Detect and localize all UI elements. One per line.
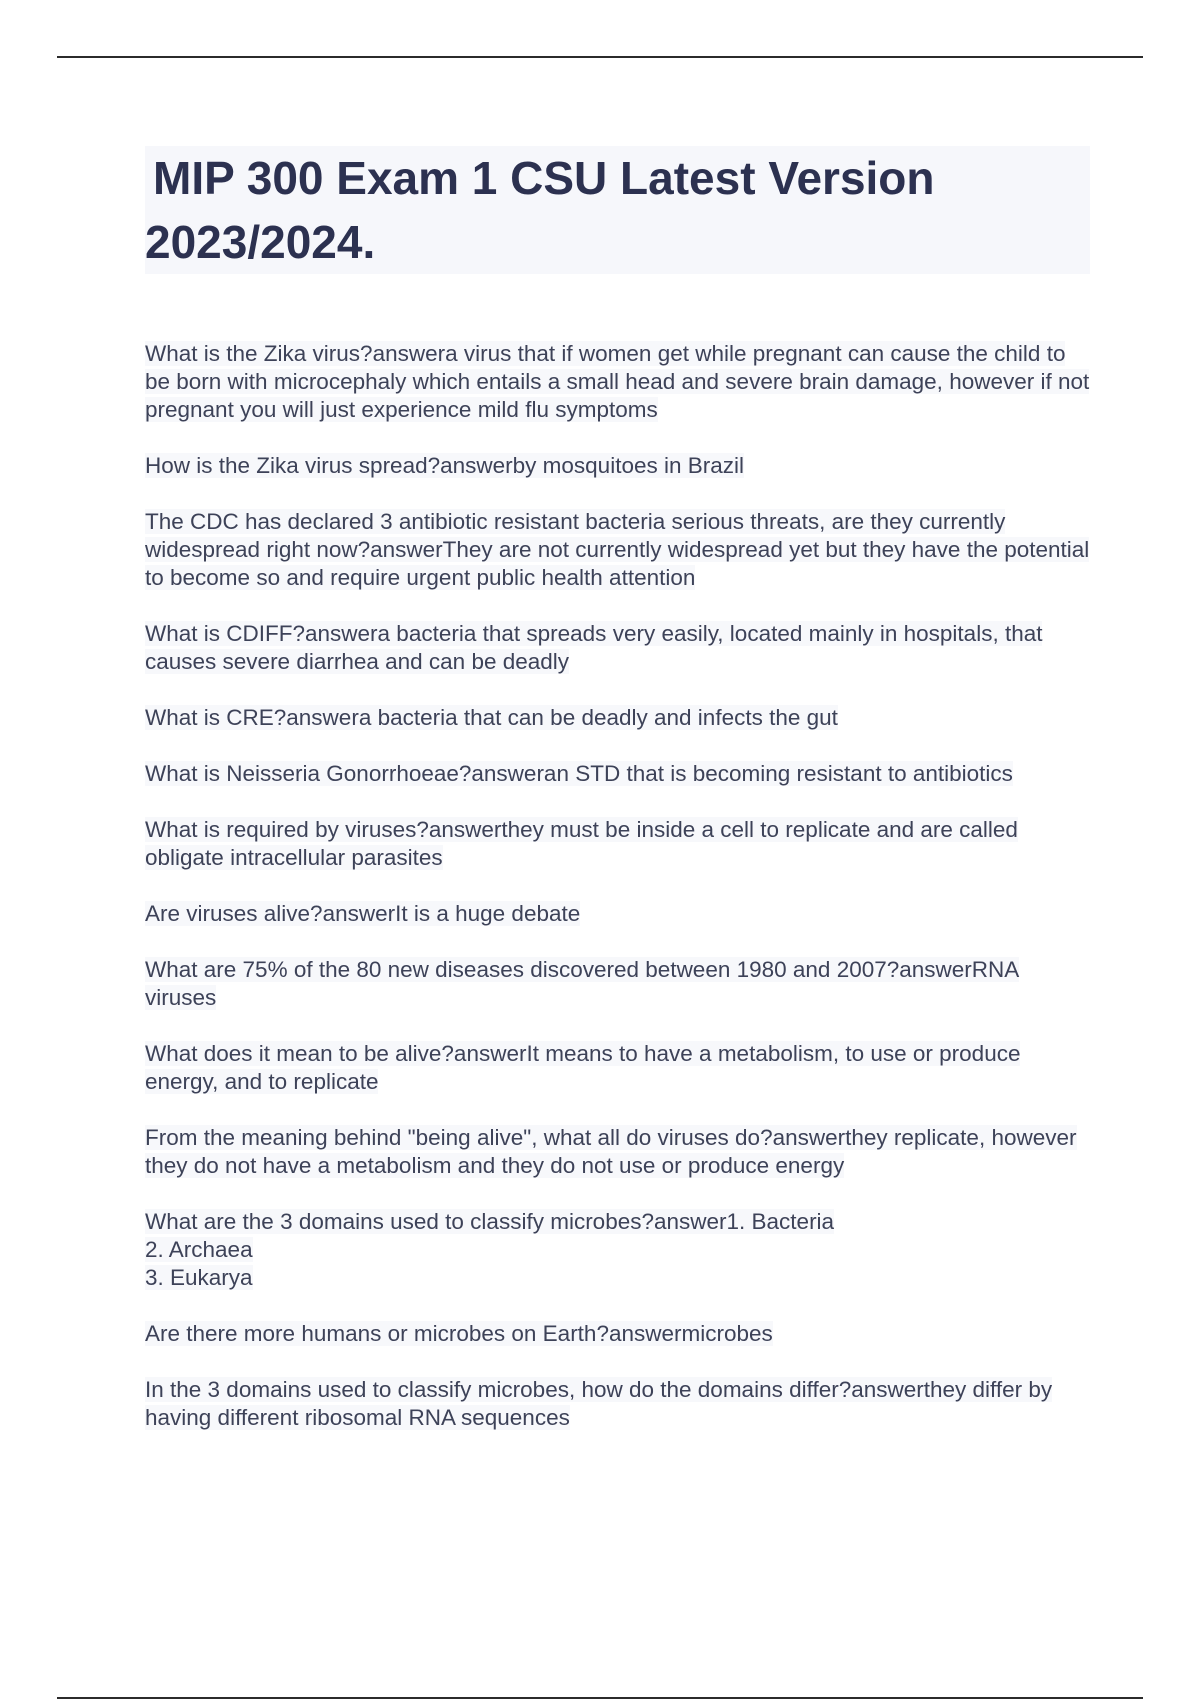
qa-text: Are viruses alive?answerIt is a huge debate bbox=[145, 901, 581, 926]
qa-text: What is CRE?answera bacteria that can be deadly and infects the gut bbox=[145, 705, 838, 730]
qa-item bbox=[145, 816, 1090, 872]
qa-item bbox=[145, 1040, 1090, 1096]
title-block bbox=[145, 146, 1090, 274]
qa-text: How is the Zika virus spread?answerby mosquitoes in Brazil bbox=[145, 453, 744, 478]
qa-text: What is the Zika virus?answera virus that if women get while pregnant can cause the child to be born with microcephaly which entails a small head and severe brain damage, however if not pregnant you will just experience mild flu symptoms bbox=[145, 341, 1090, 422]
qa-text: What are 75% of the 80 new diseases discovered between 1980 and 2007?answerRNA viruses bbox=[145, 957, 1020, 1010]
qa-item bbox=[145, 1320, 1090, 1348]
document-body bbox=[145, 146, 1090, 1460]
qa-text: In the 3 domains used to classify microbes, how do the domains differ?answerthey differ by having different ribosomal RNA sequences bbox=[145, 1377, 1053, 1430]
qa-list bbox=[145, 340, 1090, 1432]
qa-item bbox=[145, 704, 1090, 732]
qa-item bbox=[145, 620, 1090, 676]
qa-item bbox=[145, 956, 1090, 1012]
qa-item bbox=[145, 452, 1090, 480]
qa-item bbox=[145, 760, 1090, 788]
bottom-divider bbox=[57, 1697, 1143, 1699]
qa-text: What are the 3 domains used to classify microbes?answer1. Bacteria 2. Archaea 3. Eukarya bbox=[145, 1209, 835, 1290]
qa-text: What is Neisseria Gonorrhoeae?answeran STD that is becoming resistant to antibiotics bbox=[145, 761, 1013, 786]
qa-item bbox=[145, 1376, 1090, 1432]
document-title: MIP 300 Exam 1 CSU Latest Version 2023/2024. bbox=[145, 152, 935, 268]
qa-text: From the meaning behind "being alive", what all do viruses do?answerthey replicate, however they do not have a metabolism and they do not use or produce energy bbox=[145, 1125, 1077, 1178]
qa-item bbox=[145, 508, 1090, 592]
qa-item bbox=[145, 900, 1090, 928]
qa-text: What is required by viruses?answerthey must be inside a cell to replicate and are called obligate intracellular parasites bbox=[145, 817, 1018, 870]
qa-text: What does it mean to be alive?answerIt means to have a metabolism, to use or produce energy, and to replicate bbox=[145, 1041, 1021, 1094]
qa-item bbox=[145, 1124, 1090, 1180]
qa-item bbox=[145, 1208, 1090, 1292]
qa-item bbox=[145, 340, 1090, 424]
qa-text: The CDC has declared 3 antibiotic resistant bacteria serious threats, are they currently widespread right now?answerThey are not currently widespread yet but they have the potential to become so and require urgent public health attention bbox=[145, 509, 1090, 590]
qa-text: What is CDIFF?answera bacteria that spreads very easily, located mainly in hospitals, that causes severe diarrhea and can be deadly bbox=[145, 621, 1043, 674]
top-divider bbox=[57, 56, 1143, 58]
qa-text: Are there more humans or microbes on Earth?answermicrobes bbox=[145, 1321, 773, 1346]
